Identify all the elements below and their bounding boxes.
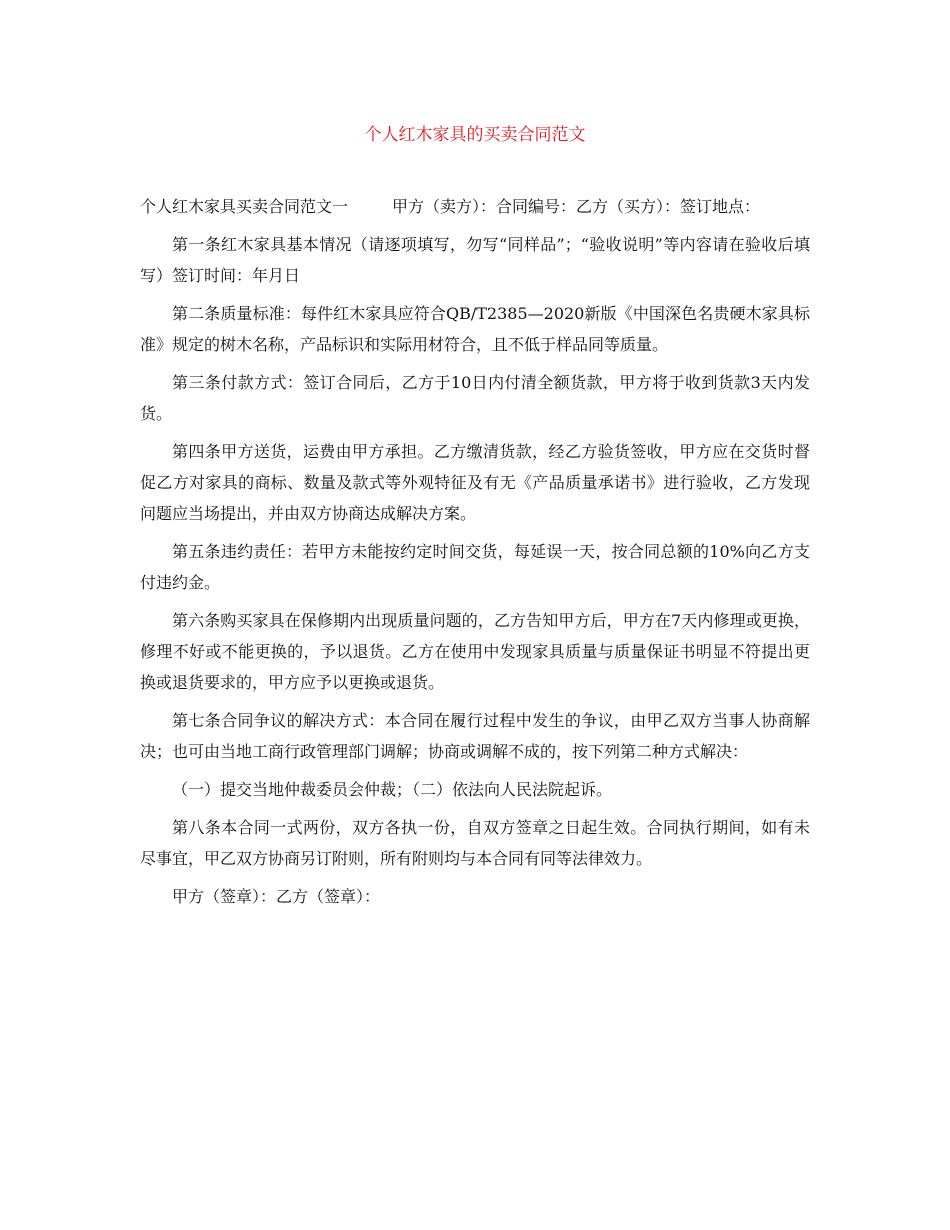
article-3: 第三条付款方式：签订合同后，乙方于10日内付清全额货款，甲方将于收到货款3天内发货。 xyxy=(140,373,810,423)
article-7: 第七条合同争议的解决方式：本合同在履行过程中发生的争议，由甲乙双方当事人协商解决；也可由当地工商行政管理部门调解；协商或调解不成的，按下列第二种方式解决： xyxy=(140,711,810,761)
article-2: 第二条质量标准：每件红木家具应符合QB/T2385—2020新版《中国深色名贵硬木家具标准》规定的树木名称，产品标识和实际用材符合，且不低于样品同等质量。 xyxy=(140,304,810,354)
dispute-options: （一）提交当地仲裁委员会仲裁；（二）依法向人民法院起诉。 xyxy=(172,780,613,799)
article-4: 第四条甲方送货，运费由甲方承担。乙方缴清货款，经乙方验货签收，甲方应在交货时督促乙方对家具的商标、数量及款式等外观特征及有无《产品质量承诺书》进行验收，乙方发现问题应当场提出，并由双方协商达成解决方案。 xyxy=(140,442,810,523)
intro-text: 甲方（卖方）：合同编号：乙方（买方）：签订地点： xyxy=(392,197,761,216)
article-5: 第五条违约责任：若甲方未能按约定时间交货，每延误一天，按合同总额的10%向乙方支付违约金。 xyxy=(140,542,810,592)
article-6: 第六条购买家具在保修期内出现质量问题的，乙方告知甲方后，甲方在7天内修理或更换，修理不好或不能更换的，予以退货。乙方在使用中发现家具质量与质量保证书明显不符提出更换或退货要求的，甲方应予以更换或退货。 xyxy=(140,611,810,692)
article-1: 第一条红木家具基本情况（请逐项填写，勿写“同样品”；“验收说明”等内容请在验收后填写）签订时间：年月日 xyxy=(140,235,810,285)
signature-line: 甲方（签章）：乙方（签章）： xyxy=(172,887,381,906)
article-8: 第八条本合同一式两份，双方各执一份，自双方签章之日起生效。合同执行期间，如有未尽事宜，甲乙双方协商另订附则，所有附则均与本合同有同等法律效力。 xyxy=(140,818,810,868)
intro-paragraph xyxy=(140,191,810,222)
document-body xyxy=(140,191,810,919)
document-title: 个人红木家具的买卖合同范文 xyxy=(364,125,586,145)
intro-heading: 个人红木家具买卖合同范文一 xyxy=(140,197,349,216)
